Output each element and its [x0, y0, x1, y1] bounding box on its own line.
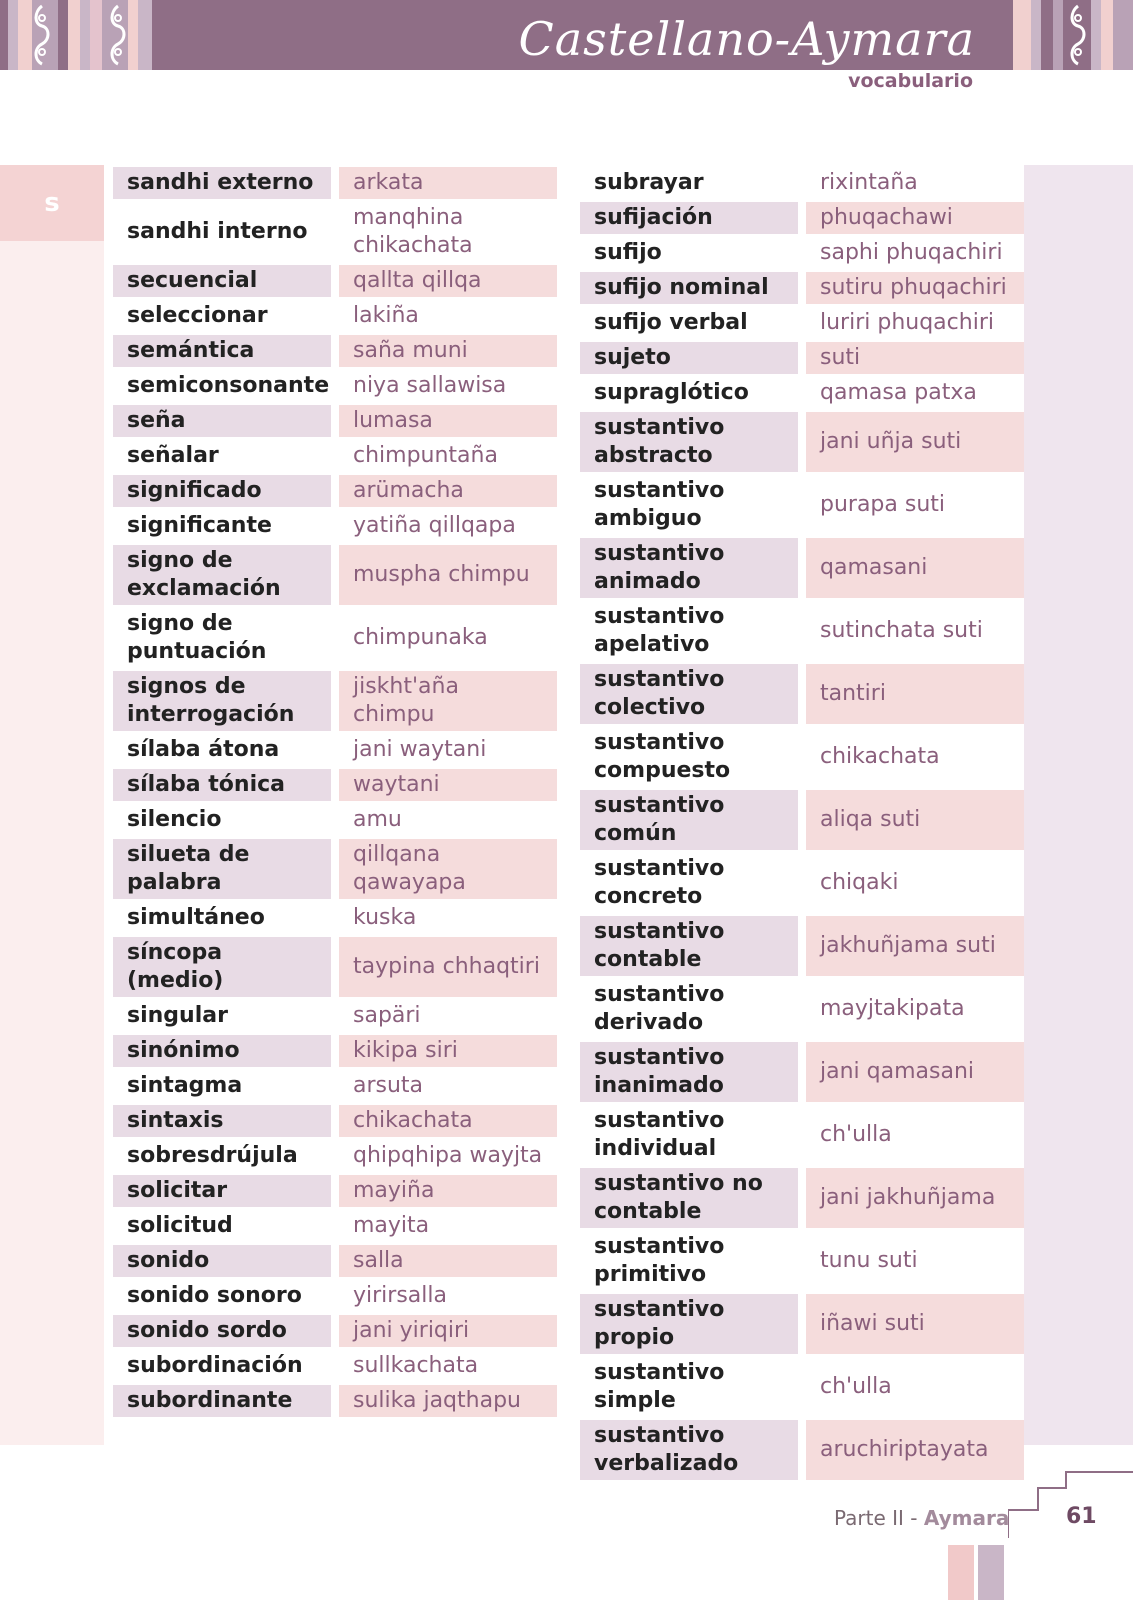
vocab-term: sinónimo — [113, 1035, 331, 1067]
vocab-row — [113, 1105, 557, 1137]
vocab-row — [113, 202, 557, 262]
vocab-translation: rixintaña — [820, 170, 918, 195]
vocab-translation: kuska — [353, 905, 417, 930]
vocab-row — [580, 727, 1024, 787]
vocab-term: solicitud — [127, 1213, 233, 1238]
vocab-term: semiconsonante — [127, 373, 330, 398]
spiral-ornament-icon — [30, 4, 54, 66]
vocab-translation: amu — [353, 807, 402, 832]
spiral-ornament-icon — [106, 4, 130, 66]
vocab-row — [580, 272, 1024, 304]
vocab-term: sustantivo común — [580, 790, 798, 850]
spiral-ornament-icon — [1066, 4, 1090, 66]
vocab-translation: lumasa — [339, 405, 557, 437]
vocab-translation: jani waytani — [353, 737, 487, 762]
vocab-translation: iñawi suti — [806, 1294, 1024, 1354]
vocab-row — [113, 1035, 557, 1067]
vocab-term: sufijo verbal — [594, 310, 748, 335]
vocab-row — [580, 377, 1024, 409]
vocab-row — [580, 853, 1024, 913]
vocab-row — [113, 804, 557, 836]
vocab-row — [580, 307, 1024, 339]
vocab-term: silencio — [127, 807, 222, 832]
vocab-row — [113, 608, 557, 668]
vocab-row — [113, 1385, 557, 1417]
vocab-row — [580, 1042, 1024, 1102]
vocab-translation: jani qamasani — [806, 1042, 1024, 1102]
vocab-term: subrayar — [594, 170, 704, 195]
vocab-translation: chiqaki — [820, 870, 899, 895]
vocab-term: sustantivo individual — [594, 1108, 725, 1161]
vocab-row — [580, 475, 1024, 535]
vocab-term: sufijo — [594, 240, 662, 265]
vocab-row — [113, 1350, 557, 1382]
vocab-translation: aliqa suti — [806, 790, 1024, 850]
vocab-translation: chimpunaka — [353, 625, 488, 650]
vocab-term: significado — [113, 475, 331, 507]
vocab-translation: jani jakhuñjama — [806, 1168, 1024, 1228]
vocab-translation: luriri phuqachiri — [820, 310, 994, 335]
vocab-row — [113, 1140, 557, 1172]
vocab-row — [113, 167, 557, 199]
vocab-row — [113, 1315, 557, 1347]
vocab-row — [113, 769, 557, 801]
vocab-row — [113, 1175, 557, 1207]
vocab-term: sustantivo animado — [580, 538, 798, 598]
vocab-term: sustantivo propio — [580, 1294, 798, 1354]
vocab-term: sílaba tónica — [113, 769, 331, 801]
vocab-translation: chikachata — [339, 1105, 557, 1137]
vocab-translation: tunu suti — [820, 1248, 918, 1273]
vocab-translation: manqhina chikachata — [353, 205, 473, 258]
vocab-row — [113, 734, 557, 766]
vocab-row — [113, 1280, 557, 1312]
vocab-row — [580, 1420, 1024, 1480]
vocab-term: seña — [113, 405, 331, 437]
vocab-term: sonido sonoro — [127, 1283, 302, 1308]
vocab-row — [580, 1357, 1024, 1417]
vocab-row — [580, 237, 1024, 269]
vocab-term: sustantivo primitivo — [594, 1234, 725, 1287]
vocab-translation: yatiña qillqapa — [353, 513, 516, 538]
vocab-row — [580, 167, 1024, 199]
vocab-term: sustantivo inanimado — [580, 1042, 798, 1102]
vocab-translation: qhipqhipa wayjta — [353, 1143, 543, 1168]
vocab-term: síncopa (medio) — [113, 937, 331, 997]
vocab-term: sobresdrújula — [127, 1143, 298, 1168]
vocab-translation: qallta qillqa — [339, 265, 557, 297]
vocab-term: singular — [127, 1003, 228, 1028]
vocab-translation: mayjtakipata — [820, 996, 965, 1021]
vocab-term: signo de puntuación — [127, 611, 267, 664]
vocab-term: sintagma — [127, 1073, 243, 1098]
vocab-row — [113, 475, 557, 507]
vocab-row — [113, 1245, 557, 1277]
vocab-term: semántica — [113, 335, 331, 367]
vocab-term: sustantivo no contable — [580, 1168, 798, 1228]
vocab-row — [113, 265, 557, 297]
vocab-translation: waytani — [339, 769, 557, 801]
vocab-term: sintaxis — [113, 1105, 331, 1137]
vocab-term: silueta de palabra — [113, 839, 331, 899]
vocab-term: sustantivo ambiguo — [594, 478, 725, 531]
footer-language: Aymara — [923, 1506, 1010, 1530]
vocab-row — [580, 916, 1024, 976]
vocab-row — [113, 671, 557, 731]
vocab-row — [580, 601, 1024, 661]
vocab-translation: saphi phuqachiri — [820, 240, 1003, 265]
vocab-translation: kikipa siri — [339, 1035, 557, 1067]
vocab-translation: jiskht'aña chimpu — [339, 671, 557, 731]
vocab-row — [113, 1070, 557, 1102]
vocab-row — [580, 1105, 1024, 1165]
vocab-term: sustantivo contable — [580, 916, 798, 976]
vocab-term: sustantivo compuesto — [594, 730, 731, 783]
vocab-translation: sullkachata — [353, 1353, 479, 1378]
vocab-translation: qamasani — [806, 538, 1024, 598]
vocab-row — [580, 979, 1024, 1039]
vocab-translation: purapa suti — [820, 492, 946, 517]
vocab-row — [580, 202, 1024, 234]
vocab-term: sustantivo simple — [594, 1360, 725, 1413]
vocab-term: sustantivo abstracto — [580, 412, 798, 472]
vocab-row — [580, 664, 1024, 724]
footer-part: Parte II - — [834, 1506, 924, 1530]
vocab-term: sílaba átona — [127, 737, 280, 762]
vocab-translation: yirirsalla — [353, 1283, 447, 1308]
vocab-row — [113, 300, 557, 332]
vocab-term: sustantivo concreto — [594, 856, 725, 909]
vocab-translation: tantiri — [806, 664, 1024, 724]
vocab-term: sustantivo verbalizado — [580, 1420, 798, 1480]
vocab-term: sustantivo derivado — [594, 982, 725, 1035]
section-letter-tab: s — [0, 165, 104, 241]
page-number: 61 — [1066, 1504, 1097, 1529]
vocab-translation: jakhuñjama suti — [806, 916, 1024, 976]
vocab-translation: salla — [339, 1245, 557, 1277]
vocab-translation: ch'ulla — [820, 1374, 892, 1399]
page-header — [0, 0, 1133, 70]
vocab-translation: aruchiriptayata — [806, 1420, 1024, 1480]
vocab-term: signo de exclamación — [113, 545, 331, 605]
vocabulary-column-right — [580, 167, 1024, 1483]
vocab-translation: chimpuntaña — [353, 443, 498, 468]
vocab-row — [113, 545, 557, 605]
footer-part-label — [834, 1506, 1009, 1530]
vocab-row — [113, 510, 557, 542]
vocab-term: solicitar — [113, 1175, 331, 1207]
vocab-translation: sutinchata suti — [820, 618, 983, 643]
vocab-row — [113, 335, 557, 367]
vocab-term: sujeto — [580, 342, 798, 374]
vocab-row — [580, 538, 1024, 598]
side-band-left — [0, 165, 104, 1445]
vocab-term: seleccionar — [127, 303, 268, 328]
vocab-translation: mayiña — [339, 1175, 557, 1207]
vocab-term: subordinación — [127, 1353, 303, 1378]
vocab-row — [113, 1210, 557, 1242]
vocab-translation: qillqana qawayapa — [339, 839, 557, 899]
vocab-term: sufijo nominal — [580, 272, 798, 304]
vocab-row — [580, 1168, 1024, 1228]
vocab-term: significante — [127, 513, 272, 538]
vocab-term: sufijación — [580, 202, 798, 234]
vocab-translation: arsuta — [353, 1073, 424, 1098]
vocabulary-column-left — [113, 167, 557, 1420]
vocab-translation: jani yiriqiri — [339, 1315, 557, 1347]
page-title: Castellano-Aymara — [518, 12, 975, 66]
vocab-row — [113, 902, 557, 934]
vocab-row — [113, 440, 557, 472]
vocab-translation: lakiña — [353, 303, 419, 328]
vocab-term: señalar — [127, 443, 219, 468]
side-band-right — [1024, 165, 1133, 1445]
vocab-translation: muspha chimpu — [339, 545, 557, 605]
vocab-term: simultáneo — [127, 905, 265, 930]
vocab-row — [580, 1231, 1024, 1291]
vocab-row — [580, 342, 1024, 374]
vocab-row — [580, 1294, 1024, 1354]
vocab-row — [113, 405, 557, 437]
vocab-translation: sulika jaqthapu — [339, 1385, 557, 1417]
vocab-term: sustantivo colectivo — [580, 664, 798, 724]
vocab-term: supraglótico — [594, 380, 749, 405]
vocab-translation: qamasa patxa — [820, 380, 977, 405]
vocab-translation: saña muni — [339, 335, 557, 367]
vocab-translation: ch'ulla — [820, 1122, 892, 1147]
vocab-row — [113, 1000, 557, 1032]
vocab-translation: sutiru phuqachiri — [806, 272, 1024, 304]
vocab-translation: phuqachawi — [806, 202, 1024, 234]
vocab-translation: arümacha — [339, 475, 557, 507]
vocab-term: subordinante — [113, 1385, 331, 1417]
vocab-translation: niya sallawisa — [353, 373, 507, 398]
vocab-term: sustantivo apelativo — [594, 604, 725, 657]
vocab-row — [113, 937, 557, 997]
vocab-row — [580, 412, 1024, 472]
vocab-row — [113, 370, 557, 402]
vocab-term: signos de interrogación — [113, 671, 331, 731]
vocab-translation: taypina chhaqtiri — [339, 937, 557, 997]
vocab-term: sonido — [113, 1245, 331, 1277]
footer-bars — [948, 1545, 1008, 1600]
vocab-translation: chikachata — [820, 744, 940, 769]
vocab-term: sandhi externo — [113, 167, 331, 199]
vocab-translation: suti — [806, 342, 1024, 374]
vocab-translation: arkata — [339, 167, 557, 199]
vocab-translation: mayita — [353, 1213, 430, 1238]
page-subtitle: vocabulario — [848, 70, 973, 92]
vocab-row — [113, 839, 557, 899]
vocab-translation: jani uñja suti — [806, 412, 1024, 472]
vocab-term: secuencial — [113, 265, 331, 297]
vocab-row — [580, 790, 1024, 850]
vocab-term: sandhi interno — [127, 219, 308, 244]
vocab-term: sonido sordo — [113, 1315, 331, 1347]
vocab-translation: sapäri — [353, 1003, 421, 1028]
